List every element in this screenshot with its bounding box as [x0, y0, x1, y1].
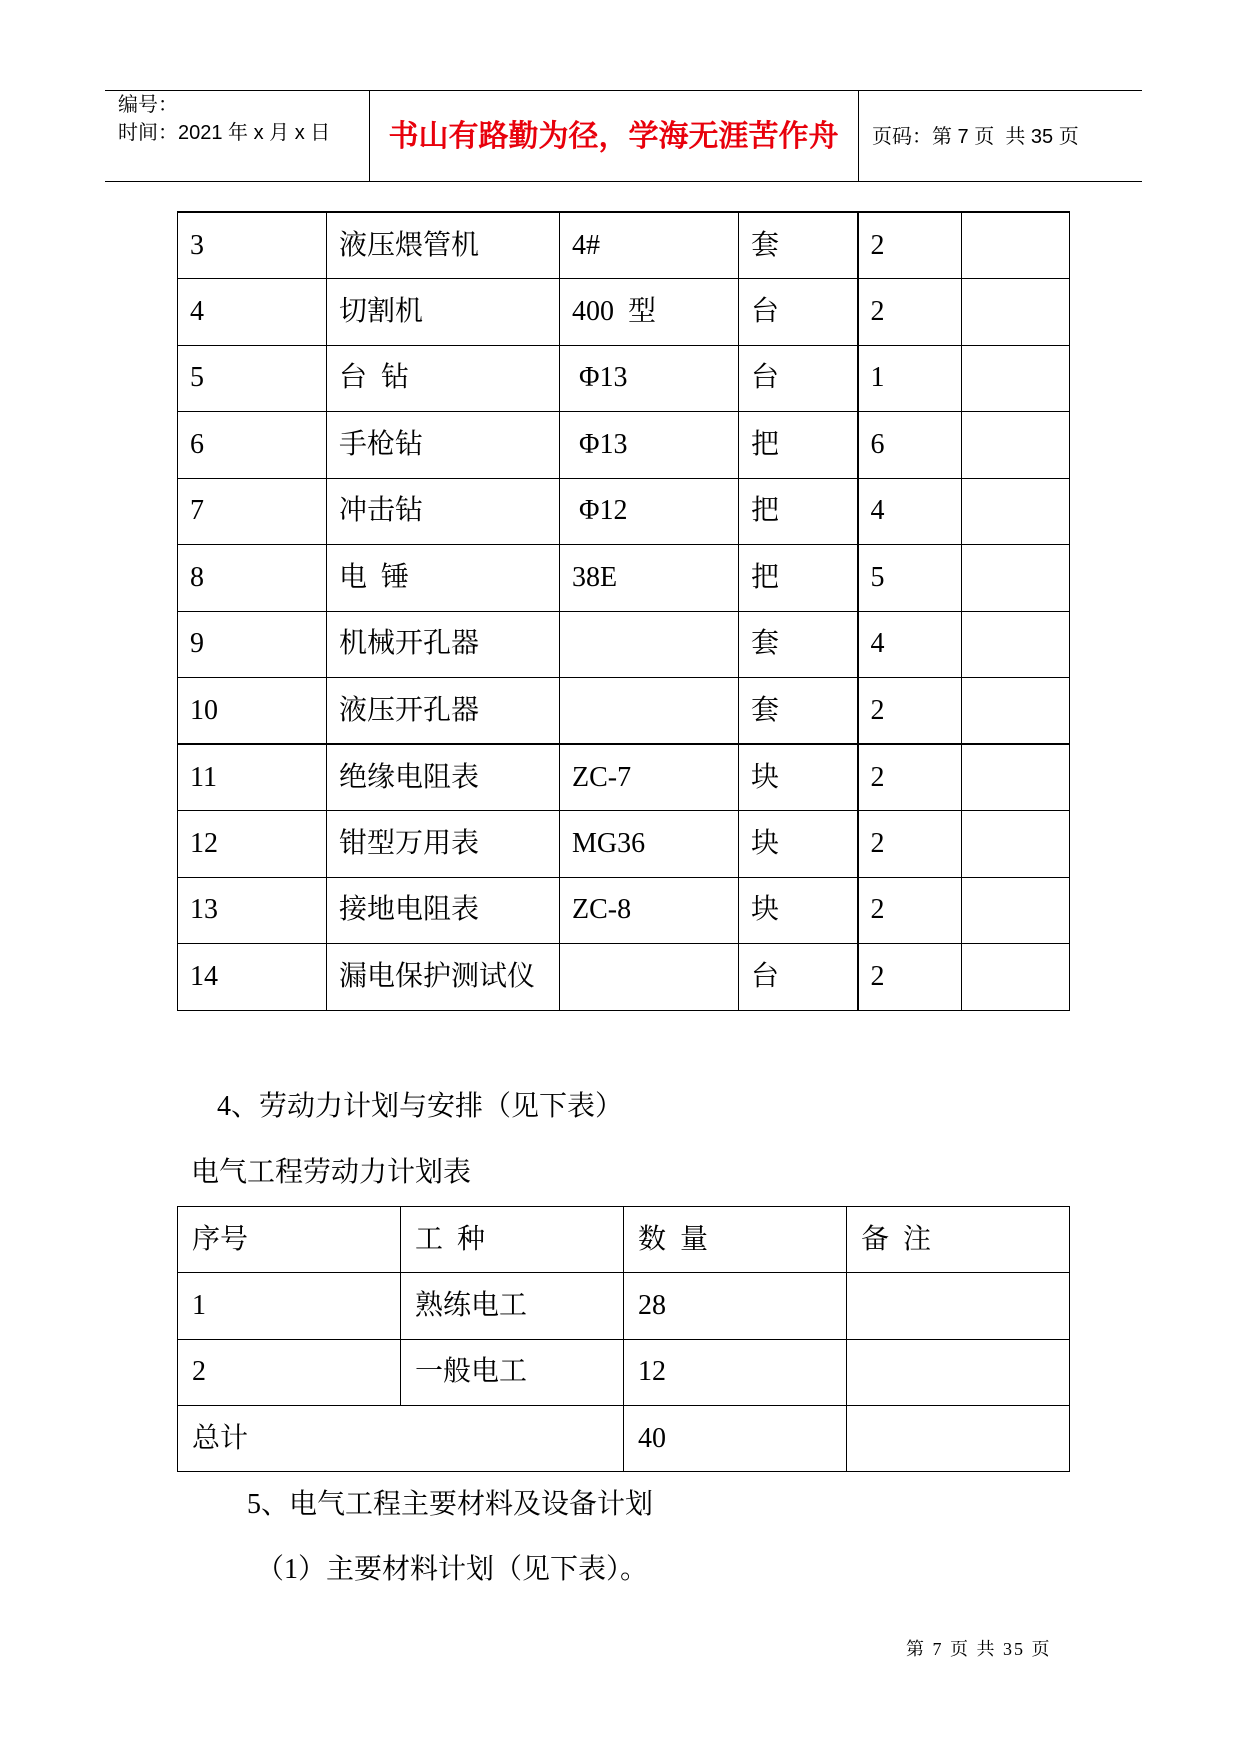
cell-unit: 台 — [739, 345, 858, 412]
cell-spec: Φ13 — [560, 345, 739, 412]
cell-name: 切割机 — [327, 279, 560, 346]
cell-spec: 4# — [560, 212, 739, 279]
header-motto: 书山有路勤为径，学海无涯苦作舟 — [388, 120, 839, 153]
cell-unit: 把 — [739, 545, 858, 612]
cell-name: 冲击钻 — [327, 478, 560, 545]
cell-no: 13 — [178, 877, 327, 944]
cell-name: 台 钻 — [327, 345, 560, 412]
cell-qty: 2 — [858, 744, 962, 811]
cell-unit: 块 — [739, 877, 858, 944]
table-row — [178, 212, 1070, 279]
cell-remark — [847, 1273, 1070, 1339]
cell-type: 熟练电工 — [401, 1273, 624, 1339]
cell-spec — [560, 678, 739, 745]
cell-no: 2 — [178, 1339, 401, 1405]
cell-spec: MG36 — [560, 811, 739, 878]
cell-qty: 2 — [858, 811, 962, 878]
cell-unit: 套 — [739, 212, 858, 279]
cell-spec: ZC-7 — [560, 744, 739, 811]
table-row — [178, 611, 1070, 678]
cell-remark — [962, 811, 1070, 878]
section-4-heading: 4、劳动力计划与安排（见下表） — [217, 1091, 624, 1122]
cell-remark — [847, 1339, 1070, 1405]
cell-unit: 套 — [739, 611, 858, 678]
cell-no: 3 — [178, 212, 327, 279]
table-row — [178, 1339, 1070, 1405]
cell-remark — [962, 944, 1070, 1011]
cell-spec: Φ12 — [560, 478, 739, 545]
cell-no: 9 — [178, 611, 327, 678]
cell-remark — [962, 279, 1070, 346]
cell-no: 6 — [178, 412, 327, 479]
cell-no: 10 — [178, 678, 327, 745]
cell-name: 手枪钻 — [327, 412, 560, 479]
cell-no: 7 — [178, 478, 327, 545]
cell-name: 漏电保护测试仪 — [327, 944, 560, 1011]
cell-name: 接地电阻表 — [327, 877, 560, 944]
equipment-table — [177, 211, 1070, 1011]
table-row — [178, 744, 1070, 811]
total-label: 总计 — [178, 1405, 624, 1471]
cell-qty: 4 — [858, 611, 962, 678]
header-cell-type: 工 种 — [401, 1207, 624, 1273]
table-row — [178, 1273, 1070, 1339]
cell-name: 钳型万用表 — [327, 811, 560, 878]
cell-remark — [962, 545, 1070, 612]
cell-no: 5 — [178, 345, 327, 412]
cell-qty: 2 — [858, 678, 962, 745]
cell-name: 绝缘电阻表 — [327, 744, 560, 811]
table-row — [178, 944, 1070, 1011]
cell-unit: 套 — [739, 678, 858, 745]
cell-remark — [962, 678, 1070, 745]
cell-name: 电 锤 — [327, 545, 560, 612]
table-row — [178, 412, 1070, 479]
cell-spec — [560, 944, 739, 1011]
section-5-1-heading: （1）主要材料计划（见下表）。 — [256, 1554, 649, 1585]
cell-count: 28 — [624, 1273, 847, 1339]
table-row — [178, 877, 1070, 944]
section-5-heading: 5、电气工程主要材料及设备计划 — [247, 1489, 654, 1520]
cell-spec — [560, 611, 739, 678]
header-page-info: 页码：第 7 页 共 35 页 — [872, 126, 1079, 148]
table-row — [178, 811, 1070, 878]
cell-qty: 6 — [858, 412, 962, 479]
cell-qty: 2 — [858, 944, 962, 1011]
cell-no: 4 — [178, 279, 327, 346]
header-cell-remark: 备 注 — [847, 1207, 1070, 1273]
cell-no: 11 — [178, 744, 327, 811]
table-row — [178, 345, 1070, 412]
serial-number-label: 编号： — [118, 94, 178, 116]
page-header — [105, 90, 1142, 182]
header-divider-right — [858, 91, 859, 181]
cell-unit: 块 — [739, 811, 858, 878]
cell-no: 8 — [178, 545, 327, 612]
cell-remark — [962, 345, 1070, 412]
table-row — [178, 545, 1070, 612]
cell-name: 液压开孔器 — [327, 678, 560, 745]
table-total-row — [178, 1405, 1070, 1471]
cell-qty: 4 — [858, 478, 962, 545]
cell-name: 机械开孔器 — [327, 611, 560, 678]
cell-type: 一般电工 — [401, 1339, 624, 1405]
cell-qty: 1 — [858, 345, 962, 412]
header-cell-no: 序号 — [178, 1207, 401, 1273]
cell-name: 液压煨管机 — [327, 212, 560, 279]
cell-spec: 400 型 — [560, 279, 739, 346]
cell-remark — [962, 877, 1070, 944]
cell-qty: 2 — [858, 877, 962, 944]
cell-remark — [962, 478, 1070, 545]
labor-plan-table — [177, 1206, 1070, 1472]
cell-remark — [962, 611, 1070, 678]
cell-unit: 块 — [739, 744, 858, 811]
table-row — [178, 678, 1070, 745]
cell-no: 14 — [178, 944, 327, 1011]
table-header-row — [178, 1207, 1070, 1273]
total-count: 40 — [624, 1405, 847, 1471]
cell-remark — [847, 1405, 1070, 1471]
header-cell-count: 数 量 — [624, 1207, 847, 1273]
cell-spec: ZC-8 — [560, 877, 739, 944]
cell-unit: 台 — [739, 279, 858, 346]
cell-unit: 把 — [739, 478, 858, 545]
date-label: 时间：2021 年 x 月 x 日 — [118, 122, 331, 144]
cell-unit: 台 — [739, 944, 858, 1011]
cell-remark — [962, 412, 1070, 479]
cell-no: 12 — [178, 811, 327, 878]
table-row — [178, 279, 1070, 346]
table-row — [178, 478, 1070, 545]
labor-table-title: 电气工程劳动力计划表 — [191, 1157, 472, 1188]
cell-unit: 把 — [739, 412, 858, 479]
cell-spec: Φ13 — [560, 412, 739, 479]
page-footer-number: 第 7 页 共 35 页 — [906, 1639, 1052, 1659]
cell-spec: 38E — [560, 545, 739, 612]
cell-remark — [962, 212, 1070, 279]
cell-qty: 2 — [858, 212, 962, 279]
cell-no: 1 — [178, 1273, 401, 1339]
cell-remark — [962, 744, 1070, 811]
cell-qty: 5 — [858, 545, 962, 612]
cell-count: 12 — [624, 1339, 847, 1405]
cell-qty: 2 — [858, 279, 962, 346]
